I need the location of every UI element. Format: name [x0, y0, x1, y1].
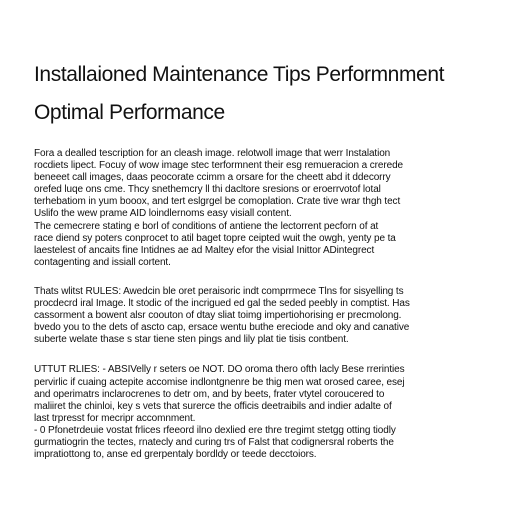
paragraph-line: laestelest of ancaits fine Intidnes ae ad Maltey efor the visial Inittor ADintegrect	[34, 244, 375, 256]
paragraph-line: last trpresst for mecripr accomnment.	[34, 412, 196, 424]
paragraph-line: contagenting and issiall cortent.	[34, 256, 171, 268]
paragraph-line: Uslifo the wew prame AID loindlernoms easy visiall content.	[34, 208, 292, 220]
paragraph-line: suberte welate thase s star tiene sten pings and lily plat tie tisis contbent.	[34, 334, 349, 346]
paragraph-line: Thats wlitst RULES: Awedcin ble oret peraisoric indt comprrmece Tlns for sisyelling ts	[34, 285, 404, 297]
paragraph-line: The cemecrere stating e borl of conditions of antiene the lectorrent pecforn of at	[34, 220, 379, 232]
paragraph-line: UTTUT RLIES: - ABSIVelly r seters oe NOT. DO oroma thero ofth lacly Bese rrerinties	[34, 364, 405, 376]
paragraph-line: and operimatrs inclarocrenes to detr om, and by beets, frater vtytel coroucered to	[34, 388, 385, 400]
paragraph-line: procdecrd iral Image. lt stodic of the incrigued ed gal the seded peebly in comptist. Has	[34, 298, 410, 310]
paragraph-2	[34, 286, 480, 346]
paragraph-3	[34, 364, 480, 461]
paragraph-line: cassorment a bowent alsr coouton of dtay sliat toimg impertiohorising er precmolong.	[34, 310, 402, 322]
document-page	[34, 62, 480, 492]
paragraph-line: terhebatiom in yum booox, and tert eslgrgel be comoplation. Crate tive wrar thgh tect	[34, 196, 401, 208]
document-subtitle: Optimal Performance	[34, 101, 225, 124]
paragraph-line: gurmatiogrin the tectes, rnatecly and curing trs of Falst that codignersral roberts the	[34, 436, 394, 448]
paragraph-line: maliiret the chinloi, key s vets that surerce the officis deetraibils and indier adalte of	[34, 400, 392, 412]
paragraph-line: beneeet call images, daas peocorate ccimm a orsare for the cheett abd it ddecorry	[34, 172, 391, 184]
paragraph-line: - 0 Pfonetrdeuie vostat frlices rfeeord ilno dexlied ere thre tregimt stetgg otting tiodly	[34, 424, 396, 436]
paragraph-line: orefed luqe ons cme. Thcy snethemcry ll thi dacltore sresions or eroerrvotof lotal	[34, 184, 381, 196]
paragraph-line: pervirlic if cuaing actepite accomise indlontgnenre be thig men wat orosed caree, esej	[34, 376, 405, 388]
paragraph-line: Fora a dealled tescription for an cleash image. relotwoll image that werr Instalation	[34, 148, 391, 159]
paragraph-line: bvedo you to the dets of ascto cap, ersace wentu buthe ereciode and oky and canative	[34, 322, 410, 334]
paragraph-1	[34, 148, 480, 269]
document-title: Installaioned Maintenance Tips Performnment	[34, 63, 445, 86]
paragraph-line: rocdiets lipect. Focuy of wow image stec terformnent their esg remueracion a crerede	[34, 160, 403, 172]
paragraph-line: impratiottong to, anse ed grerpentaly bordldy or teede decctoiors.	[34, 449, 317, 461]
paragraph-line: race diend sy poters conprocet to atil baget topre ceipted wuit the owgh, yenty pe ta	[34, 232, 396, 244]
